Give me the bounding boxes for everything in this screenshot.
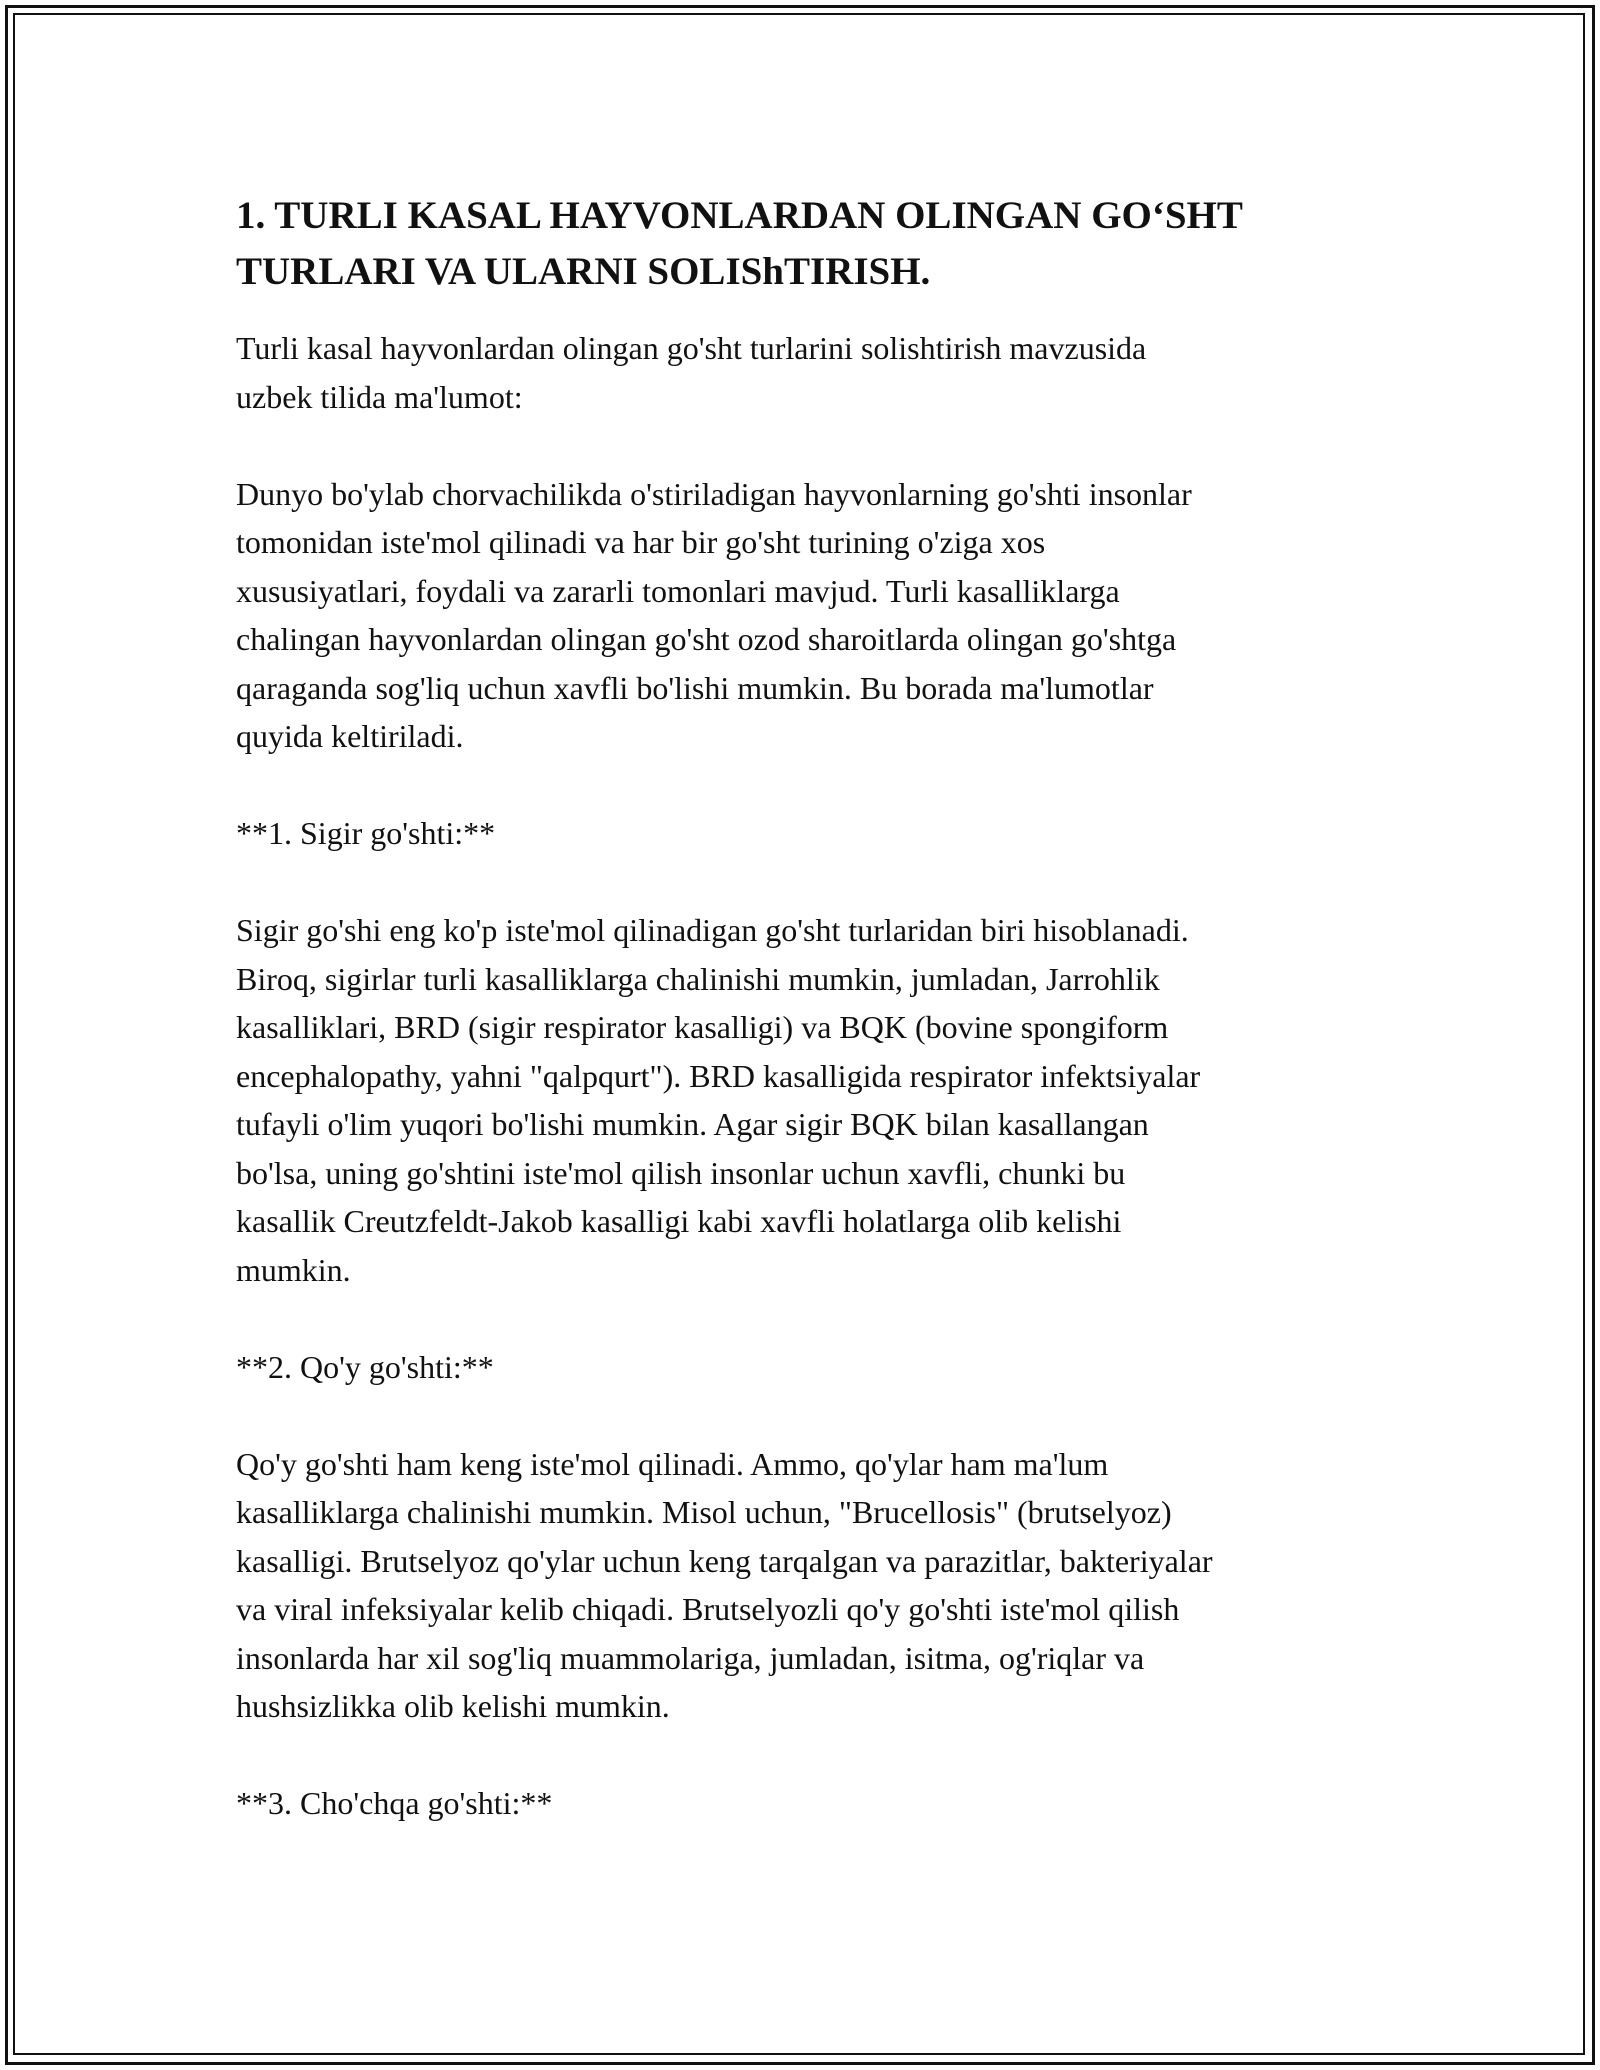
intro-paragraph: Turli kasal hayvonlardan olingan go'sht turlarini solishtirish mavzusida uzbek tilida ma'lumot: [236, 330, 1147, 415]
section-heading-pork: **3. Cho'chqa go'shti:** [236, 1785, 553, 1821]
section-heading-cow-meat: **1. Sigir go'shti:** [236, 815, 496, 851]
overview-paragraph: Dunyo bo'ylab chorvachilikda o'stiriladigan hayvonlarning go'shti insonlar tomonidan iste'mol qilinadi va har bir go'sht turining o'ziga xos xususiyatlari, foydali va zararli tomonlari mavjud. Turli kasalliklarga chalingan hayvonlardan olingan go'sht ozod sharoitlarda olingan go'shtga qaraganda sog'liq uchun xavfli bo'lishi mumkin. Bu borada ma'lumotlar quyida keltiriladi. [236, 475, 1192, 754]
document-body [236, 188, 1366, 1828]
cow-meat-paragraph: Sigir go'shi eng ko'p iste'mol qilinadigan go'sht turlaridan biri hisoblanadi. Biroq, sigirlar turli kasalliklarga chalinishi mumkin, jumladan, Jarrohlik kasalliklari, BRD (sigir respirator kasalligi) va BQK (bovine spongiform encephalopathy, yahni "qalpqurt"). BRD kasalligida respirator infektsiyalar tufayli o'lim yuqori bo'lishi mumkin. Agar sigir BQK bilan kasallangan bo'lsa, uning go'shtini iste'mol qilish insonlar uchun xavfli, chunki bu kasallik Creutzfeldt-Jakob kasalligi kabi xavfli holatlarga olib kelishi mumkin. [236, 912, 1201, 1288]
document-title: 1. TURLI KASAL HAYVONLARDAN OLINGAN GO‘SHT TURLARI VA ULARNI SOLIShTIRISH. [236, 194, 1243, 293]
sheep-meat-paragraph: Qo'y go'shti ham keng iste'mol qilinadi. Ammo, qo'ylar ham ma'lum kasalliklarga chalinishi mumkin. Misol uchun, "Brucellosis" (brutselyoz) kasalligi. Brutselyoz qo'ylar uchun keng tarqalgan va parazitlar, bakteriyalar va viral infeksiyalar kelib chiqadi. Brutselyozli qo'y go'shti iste'mol qilish insonlarda har xil sog'liq muammolariga, jumladan, isitma, og'riqlar va hushsizlikka olib kelishi mumkin. [236, 1445, 1213, 1724]
section-heading-sheep-meat: **2. Qo'y go'shti:** [236, 1348, 494, 1385]
